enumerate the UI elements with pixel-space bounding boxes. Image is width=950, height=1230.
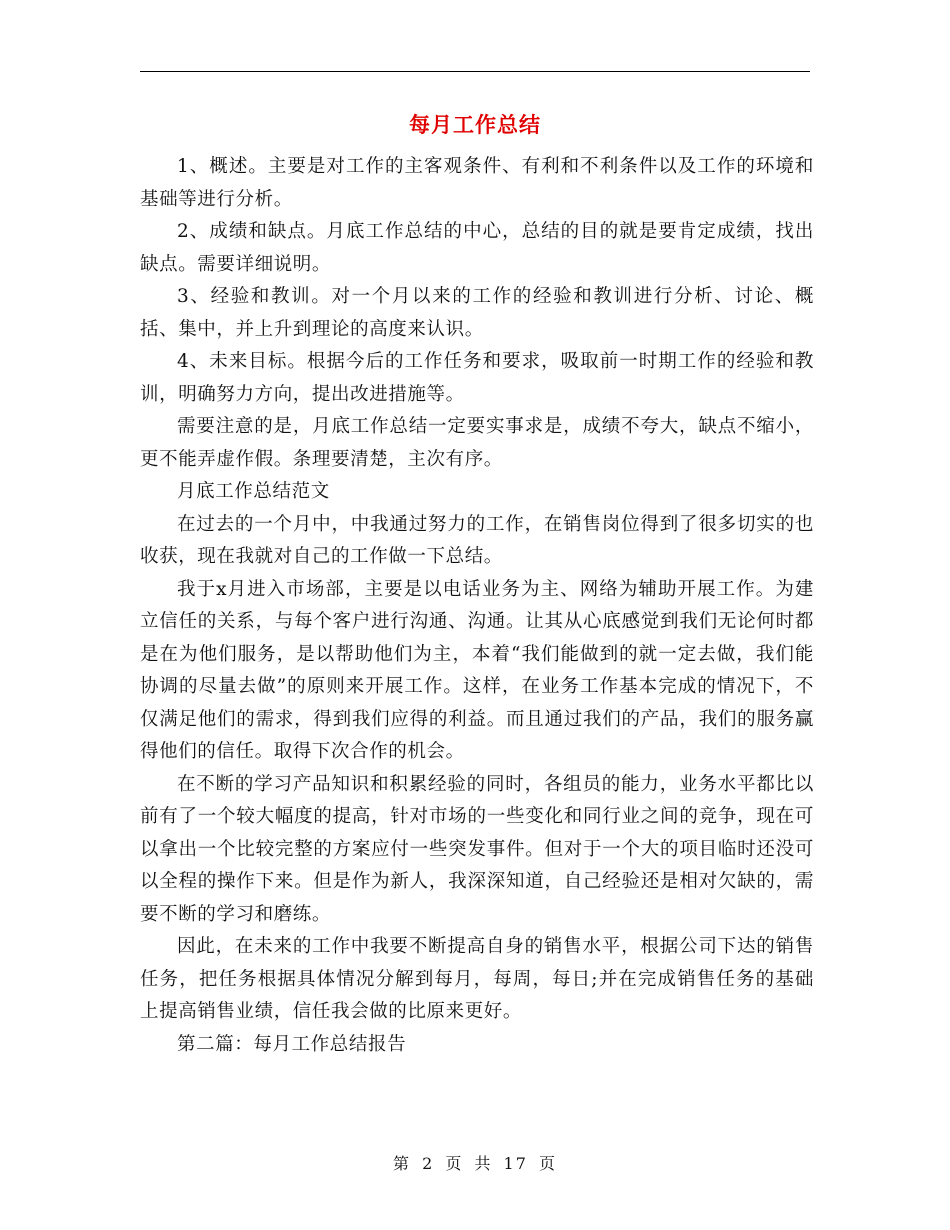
- section-heading-part-two: 第二篇：每月工作总结报告: [177, 1033, 407, 1055]
- header-rule: [140, 71, 810, 72]
- document-title: 每月工作总结: [409, 112, 541, 137]
- paragraph-notes: 需要注意的是，月底工作总结一定要实事求是，成绩不夸大，缺点不缩小，更不能弄虚作假。条理要清楚，主次有序。: [140, 416, 814, 470]
- paragraph-plans: 因此，在未来的工作中我要不断提高自身的销售水平，根据公司下达的销售任务，把任务根据具体情况分解到每月，每周，每日;并在完成销售任务的基础上提高销售业绩，信任我会做的比原来更好。: [140, 936, 814, 1022]
- paragraph-intro: 在过去的一个月中，中我通过努力的工作，在销售岗位得到了很多切实的也收获，现在我就对自己的工作做一下总结。: [140, 513, 814, 567]
- page-footer: 第 2 页 共 17 页: [393, 1154, 557, 1173]
- paragraph-achievements: 2、成绩和缺点。月底工作总结的中心，总结的目的就是要肯定成绩，找出缺点。需要详细说明。: [140, 221, 814, 275]
- section-heading-sample: 月底工作总结范文: [177, 481, 330, 502]
- paragraph-learning: 在不断的学习产品知识和积累经验的同时，各组员的能力，业务水平都比以前有了一个较大幅度的提高，针对市场的一些变化和同行业之间的竞争，现在可以拿出一个比较完整的方案应付一些突发事件。但对于一个大的项目临时还没可以全程的操作下来。但是作为新人，我深深知道，自己经验还是相对欠缺的，需要不断的学习和磨练。: [140, 773, 814, 925]
- paragraph-overview: 1、概述。主要是对工作的主客观条件、有利和不利条件以及工作的环境和基础等进行分析。: [140, 156, 814, 210]
- paragraph-future-goals: 4、未来目标。根据今后的工作任务和要求，吸取前一时期工作的经验和教训，明确努力方向，提出改进措施等。: [140, 351, 814, 405]
- document-body: [140, 151, 814, 1061]
- paragraph-lessons: 3、经验和教训。对一个月以来的工作的经验和教训进行分析、讨论、概括、集中，并上升到理论的高度来认识。: [140, 286, 814, 340]
- paragraph-work-description: 我于x月进入市场部，主要是以电话业务为主、网络为辅助开展工作。为建立信任的关系，与每个客户进行沟通、沟通。让其从心底感觉到我们无论何时都是在为他们服务，是以帮助他们为主，本着“我们能做到的就一定去做，我们能协调的尽量去做”的原则来开展工作。这样，在业务工作基本完成的情况下，不仅满足他们的需求，得到我们应得的利益。而且通过我们的产品，我们的服务赢得他们的信任。取得下次合作的机会。: [140, 578, 814, 762]
